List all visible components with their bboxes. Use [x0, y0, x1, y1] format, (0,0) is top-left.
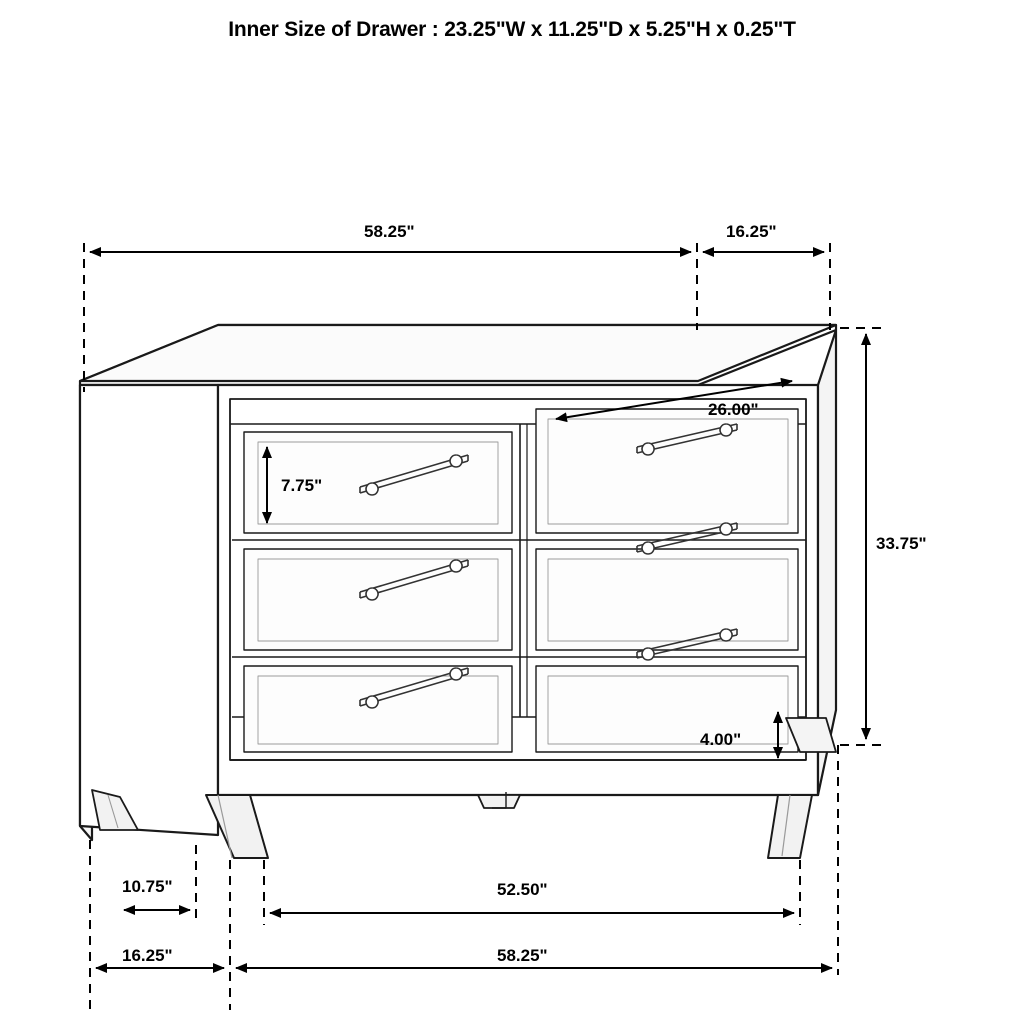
label-top-depth: 16.25"	[726, 222, 777, 241]
label-base-offset: 16.25"	[122, 946, 173, 965]
label-drawer-front-width: 26.00"	[708, 400, 759, 419]
label-top-width: 58.25"	[364, 222, 415, 241]
label-base-width: 58.25"	[497, 946, 548, 965]
label-drawer-front-height: 7.75"	[281, 476, 323, 495]
page-title: Inner Size of Drawer : 23.25"W x 11.25"D x 5.25"H x 0.25"T	[228, 18, 796, 41]
label-overall-height: 33.75"	[876, 534, 927, 553]
label-leg-height: 4.00"	[700, 730, 742, 749]
label-base-inner-width: 52.50"	[497, 880, 548, 899]
label-base-depth: 10.75"	[122, 877, 173, 896]
